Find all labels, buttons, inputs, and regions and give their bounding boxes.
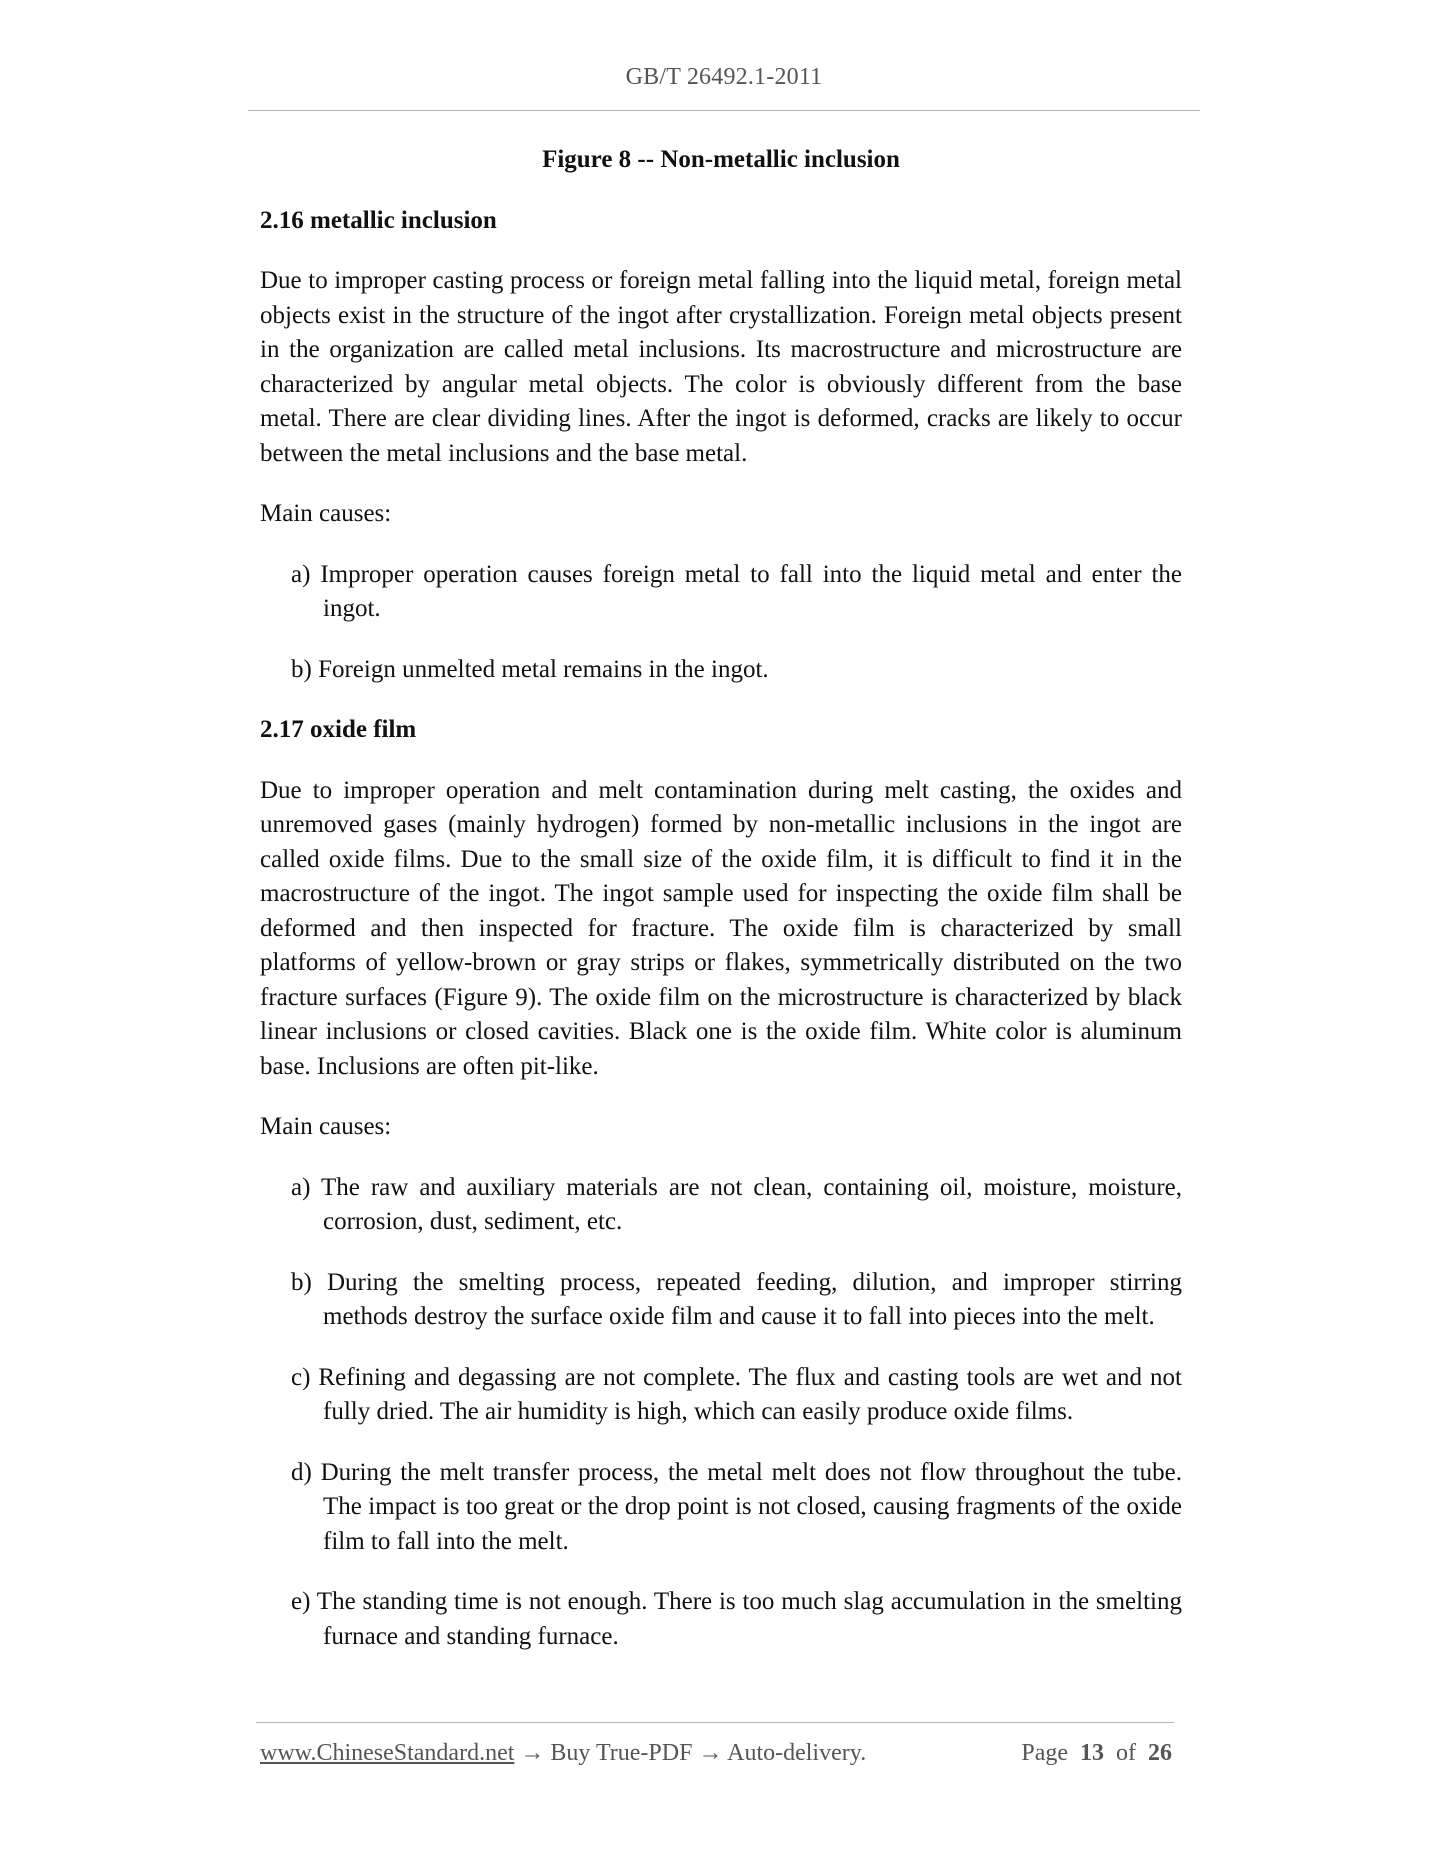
cause-list	[260, 1171, 1182, 1655]
page-label: Page	[1021, 1740, 1068, 1766]
page-header-standard-number: GB/T 26492.1-2011	[625, 64, 823, 90]
page-footer	[260, 1740, 1172, 1774]
list-item: a) Improper operation causes foreign metal to fall into the liquid metal and enter the ingot.	[291, 560, 1182, 622]
section-heading: 2.17 oxide film	[260, 716, 417, 743]
page-indicator	[1021, 1740, 1172, 1767]
main-causes-label: Main causes:	[260, 1113, 392, 1140]
cause-list	[260, 558, 1182, 688]
section-paragraph: Due to improper operation and melt contamination during melt casting, the oxides and unremoved gases (mainly hydrogen) formed by non-metallic inclusions in the ingot are called oxide films. Due to the small size of the oxide film, it is difficult to find it in the macrostructure of the ingot. The ingot sample used for inspecting the oxide film shall be deformed and then inspected for fracture. The oxide film is characterized by small platforms of yellow-brown or gray strips or flakes, symmetrically distributed on the two fracture surfaces (Figure 9). The oxide film on the microstructure is characterized by black linear inclusions or closed cavities. Black one is the oxide film. White color is aluminum base. Inclusions are often pit-like.	[260, 776, 1182, 1080]
footer-promo-text: → Buy True-PDF → Auto-delivery.	[514, 1740, 867, 1766]
list-item: e) The standing time is not enough. There is too much slag accumulation in the smelting furnace and standing furnace.	[291, 1588, 1182, 1650]
section-heading: 2.16 metallic inclusion	[260, 206, 497, 234]
section-metallic-inclusion	[260, 204, 1182, 688]
total-page-count: 26	[1148, 1740, 1172, 1766]
header-divider	[248, 110, 1200, 111]
document-body	[260, 143, 1182, 1680]
list-item: d) During the melt transfer process, the metal melt does not flow throughout the tube. The impact is too great or the drop point is not closed, causing fragments of the oxide film to fall into the melt.	[291, 1458, 1182, 1555]
section-paragraph: Due to improper casting process or foreign metal falling into the liquid metal, foreign metal objects exist in the structure of the ingot after crystallization. Foreign metal objects present in the organization are called metal inclusions. Its macrostructure and microstructure are characterized by angular metal objects. The color is obviously different from the base metal. There are clear dividing lines. After the ingot is deformed, cracks are likely to occur between the metal inclusions and the base metal.	[260, 267, 1182, 467]
list-item: b) Foreign unmelted metal remains in the ingot.	[291, 655, 769, 683]
figure-caption: Figure 8 -- Non-metallic inclusion	[542, 146, 900, 173]
chinesestandard-link[interactable]: www.ChineseStandard.net	[260, 1740, 515, 1766]
footer-divider	[256, 1722, 1174, 1723]
section-oxide-film	[260, 713, 1182, 1654]
footer-promo	[260, 1740, 866, 1767]
list-item: a) The raw and auxiliary materials are not clean, containing oil, moisture, moisture, corrosion, dust, sediment, etc.	[291, 1173, 1182, 1235]
current-page-number: 13	[1080, 1740, 1104, 1766]
main-causes-label: Main causes:	[260, 500, 392, 527]
page-of-label: of	[1116, 1740, 1136, 1766]
list-item: c) Refining and degassing are not complete. The flux and casting tools are wet and not fully dried. The air humidity is high, which can easily produce oxide films.	[291, 1363, 1182, 1425]
list-item: b) During the smelting process, repeated feeding, dilution, and improper stirring methods destroy the surface oxide film and cause it to fall into pieces into the melt.	[291, 1268, 1182, 1330]
